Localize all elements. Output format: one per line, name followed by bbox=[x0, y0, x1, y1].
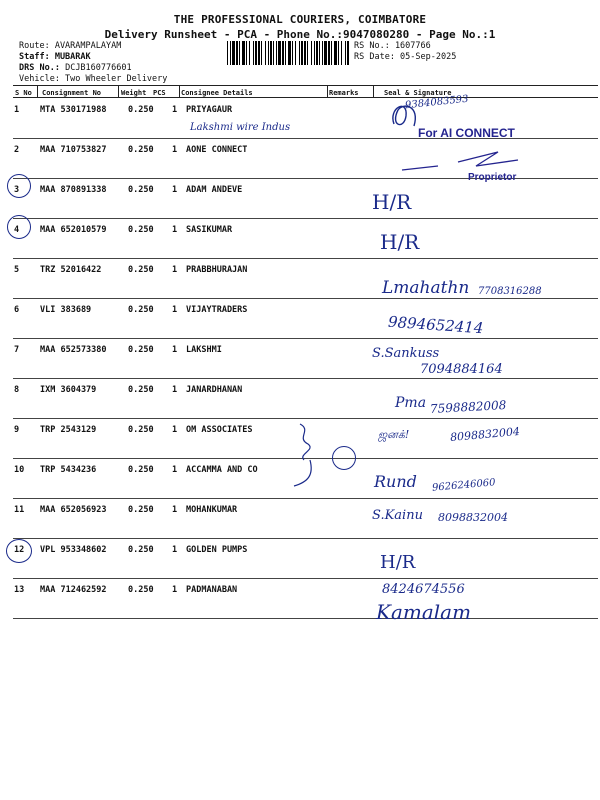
company-title: THE PROFESSIONAL COURIERS, COIMBATORE bbox=[173, 13, 427, 26]
row-consignment-no: MAA 710753827 bbox=[40, 145, 107, 155]
handwritten-curve-mark bbox=[290, 420, 330, 490]
row-weight: 0.250 bbox=[128, 585, 154, 595]
row-divider bbox=[13, 258, 598, 259]
row-sno: 5 bbox=[14, 265, 20, 275]
row-pcs: 1 bbox=[172, 505, 178, 515]
row-consignee: JANARDHANAN bbox=[186, 385, 243, 395]
row-divider bbox=[13, 338, 598, 339]
drs-value: DCJB160776601 bbox=[65, 63, 132, 73]
row-divider bbox=[13, 498, 598, 499]
row-consignee: MOHANKUMAR bbox=[186, 505, 238, 515]
row-pcs: 1 bbox=[172, 105, 178, 115]
row-pcs: 1 bbox=[172, 385, 178, 395]
row-sno: 10 bbox=[14, 465, 25, 475]
row-pcs: 1 bbox=[172, 305, 178, 315]
row-consignee: LAKSHMI bbox=[186, 345, 222, 355]
row-circle-mark bbox=[7, 215, 31, 239]
table-row bbox=[0, 340, 600, 380]
row-circle-mark bbox=[332, 446, 356, 470]
row-sno: 7 bbox=[14, 345, 20, 355]
col-sno: S No bbox=[15, 89, 32, 97]
handwritten-signature: Lmahathn bbox=[382, 278, 470, 298]
table-row bbox=[0, 220, 600, 260]
row-sno: 12 bbox=[14, 545, 25, 555]
row-weight: 0.250 bbox=[128, 185, 154, 195]
col-seal-signature: Seal & Signature bbox=[384, 89, 452, 97]
row-pcs: 1 bbox=[172, 185, 178, 195]
row-consignment-no: VLI 383689 bbox=[40, 305, 92, 315]
row-weight: 0.250 bbox=[128, 465, 154, 475]
row-consignee: PRABBHURAJAN bbox=[186, 265, 248, 275]
row-consignment-no: MAA 870891338 bbox=[40, 185, 107, 195]
row-pcs: 1 bbox=[172, 545, 178, 555]
row-sno: 9 bbox=[14, 425, 20, 435]
row-consignment-no: TRP 5434236 bbox=[40, 465, 97, 475]
row-divider bbox=[13, 538, 598, 539]
row-consignee: VIJAYTRADERS bbox=[186, 305, 248, 315]
row-sno: 2 bbox=[14, 145, 20, 155]
header-rule-bottom bbox=[13, 97, 598, 98]
row-consignee: PRIYAGAUR bbox=[186, 105, 233, 115]
handwritten-hr-mark: H/R bbox=[380, 552, 416, 573]
row-consignee: AONE CONNECT bbox=[186, 145, 248, 155]
handwritten-phone: 7708316288 bbox=[478, 286, 542, 297]
handwritten-phone: 7598882008 bbox=[429, 398, 507, 416]
row-weight: 0.250 bbox=[128, 545, 154, 555]
staff-field: Staff: MUBARAK bbox=[19, 52, 91, 62]
row-pcs: 1 bbox=[172, 345, 178, 355]
row-sno: 11 bbox=[14, 505, 25, 515]
handwritten-phone: 9894652414 bbox=[387, 312, 484, 338]
row-consignment-no: MAA 712462592 bbox=[40, 585, 107, 595]
row-consignee: ADAM ANDEVE bbox=[186, 185, 243, 195]
handwritten-note: Lakshmi wire Indus bbox=[190, 122, 291, 133]
row-pcs: 1 bbox=[172, 265, 178, 275]
row-consignee: OM ASSOCIATES bbox=[186, 425, 253, 435]
row-consignment-no: IXM 3604379 bbox=[40, 385, 97, 395]
col-pcs: PCS bbox=[153, 89, 166, 97]
row-weight: 0.250 bbox=[128, 225, 154, 235]
handwritten-phone: 7094884164 bbox=[420, 362, 503, 377]
handwritten-signature: ஜனக்! bbox=[378, 428, 410, 441]
table-row bbox=[0, 580, 600, 620]
handwritten-signature: Pma bbox=[395, 395, 427, 411]
row-pcs: 1 bbox=[172, 225, 178, 235]
row-pcs: 1 bbox=[172, 145, 178, 155]
row-consignment-no: MAA 652573380 bbox=[40, 345, 107, 355]
col-consignee: Consignee Details bbox=[181, 89, 253, 97]
row-consignment-no: MAA 652056923 bbox=[40, 505, 107, 515]
row-weight: 0.250 bbox=[128, 345, 154, 355]
handwritten-phone: 8424674556 bbox=[382, 582, 465, 597]
col-remarks: Remarks bbox=[329, 89, 359, 97]
handwritten-phone: 8098832004 bbox=[438, 511, 508, 524]
row-consignee: ACCAMMA AND CO bbox=[186, 465, 258, 475]
row-divider bbox=[13, 298, 598, 299]
row-weight: 0.250 bbox=[128, 505, 154, 515]
rs-date: RS Date: 05-Sep-2025 bbox=[354, 52, 457, 62]
row-sno: 1 bbox=[14, 105, 20, 115]
row-consignment-no: TRP 2543129 bbox=[40, 425, 97, 435]
handwritten-signature: Rund bbox=[374, 472, 417, 491]
company-stamp: For AI CONNECT bbox=[418, 126, 515, 140]
rs-number: RS No.: 1607766 bbox=[354, 41, 431, 51]
handwritten-signature: Kamalam bbox=[376, 600, 472, 624]
row-consignment-no: TRZ 52016422 bbox=[40, 265, 102, 275]
row-consignment-no: VPL 953348602 bbox=[40, 545, 107, 555]
handwritten-hr-mark: H/R bbox=[372, 190, 412, 214]
barcode bbox=[226, 41, 350, 65]
runsheet-subtitle: Delivery Runsheet - PCA - Phone No.:9047080280 - Page No.:1 bbox=[104, 28, 496, 41]
row-weight: 0.250 bbox=[128, 385, 154, 395]
table-row bbox=[0, 380, 600, 420]
row-weight: 0.250 bbox=[128, 145, 154, 155]
col-consignment: Consignment No bbox=[42, 89, 102, 97]
col-weight: Weight bbox=[121, 89, 147, 97]
row-divider bbox=[13, 578, 598, 579]
row-sno: 3 bbox=[14, 185, 20, 195]
table-row bbox=[0, 540, 600, 580]
row-divider bbox=[13, 378, 598, 379]
row-weight: 0.250 bbox=[128, 105, 154, 115]
stamp-proprietor: Proprietor bbox=[468, 172, 517, 183]
row-circle-mark bbox=[6, 539, 32, 563]
row-circle-mark bbox=[7, 174, 31, 198]
handwritten-hr-mark: H/R bbox=[380, 230, 420, 254]
row-weight: 0.250 bbox=[128, 305, 154, 315]
row-pcs: 1 bbox=[172, 465, 178, 475]
handwritten-signature: S.Kainu bbox=[372, 508, 423, 523]
row-weight: 0.250 bbox=[128, 425, 154, 435]
drs-label: DRS No.: bbox=[19, 63, 60, 73]
row-divider bbox=[13, 418, 598, 419]
drs-field bbox=[19, 63, 132, 73]
table-row bbox=[0, 500, 600, 540]
row-weight: 0.250 bbox=[128, 265, 154, 275]
route-field: Route: AVARAMPALAYAM bbox=[19, 41, 122, 51]
header-rule-top bbox=[13, 85, 598, 86]
row-pcs: 1 bbox=[172, 585, 178, 595]
row-pcs: 1 bbox=[172, 425, 178, 435]
row-consignee: PADMANABAN bbox=[186, 585, 238, 595]
row-sno: 4 bbox=[14, 225, 20, 235]
handwritten-phone: 8098832004 bbox=[449, 424, 521, 445]
handwritten-signature: S.Sankuss bbox=[372, 346, 440, 361]
row-sno: 8 bbox=[14, 385, 20, 395]
handwritten-phone: 9384083593 bbox=[404, 93, 470, 112]
row-consignee: SASIKUMAR bbox=[186, 225, 233, 235]
row-divider bbox=[13, 218, 598, 219]
handwritten-phone: 9626246060 bbox=[431, 477, 496, 494]
table-row bbox=[0, 300, 600, 340]
vehicle-field: Vehicle: Two Wheeler Delivery bbox=[19, 74, 168, 84]
row-consignment-no: MTA 530171988 bbox=[40, 105, 107, 115]
row-sno: 6 bbox=[14, 305, 20, 315]
row-sno: 13 bbox=[14, 585, 25, 595]
table-row bbox=[0, 180, 600, 220]
row-consignment-no: MAA 652010579 bbox=[40, 225, 107, 235]
row-divider bbox=[13, 618, 598, 619]
row-consignee: GOLDEN PUMPS bbox=[186, 545, 248, 555]
